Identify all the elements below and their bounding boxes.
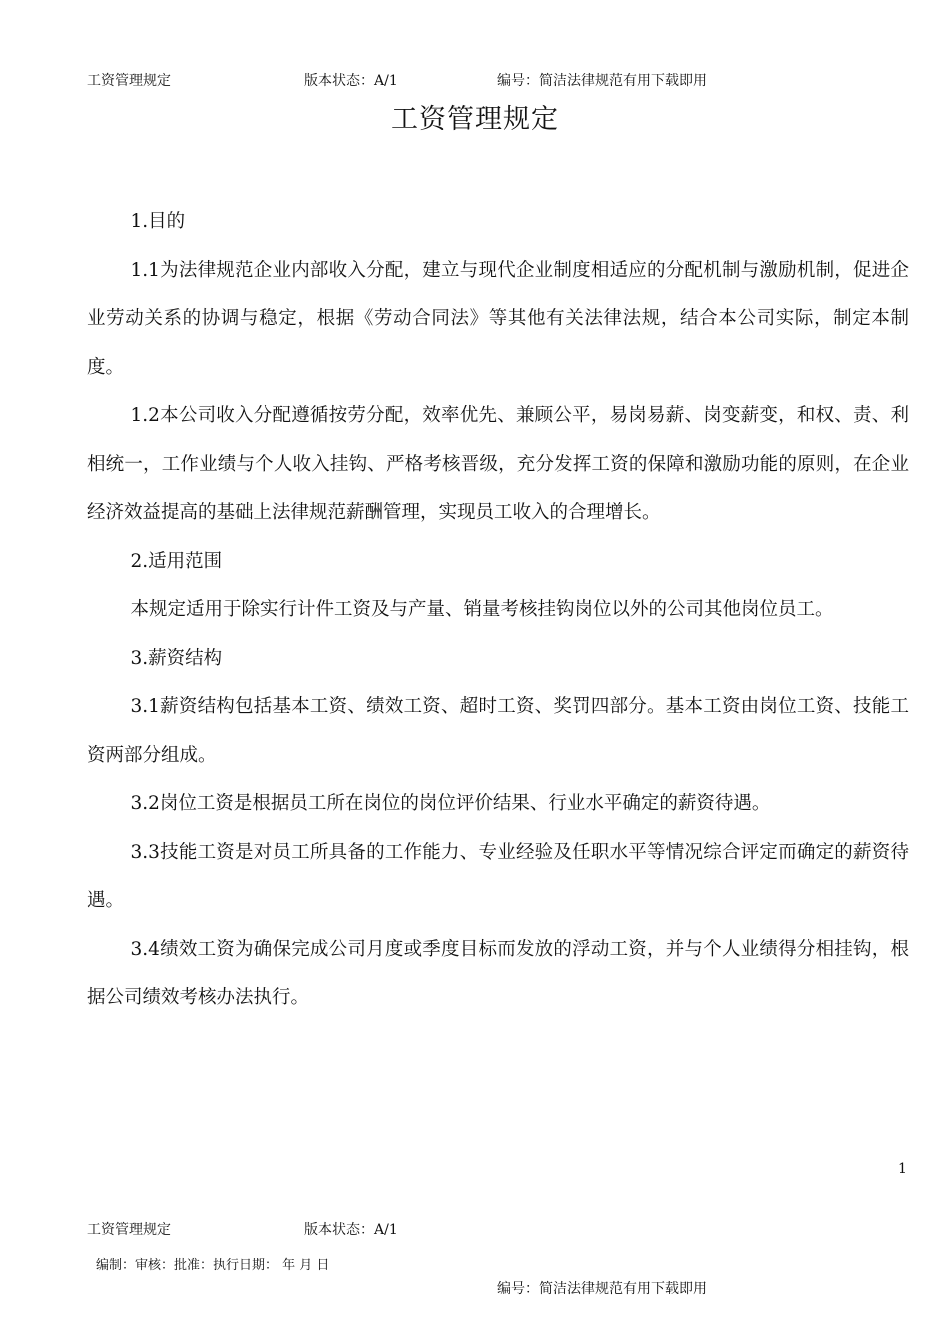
section-heading-purpose: 1.目的	[130, 211, 186, 232]
page-title: 工资管理规定	[391, 104, 559, 135]
footer-sign-line: 编制：审核：批准：执行日期： 年 月 日	[96, 1258, 330, 1273]
page-number: 1	[898, 1161, 907, 1177]
paragraph-1-1: 1.1为法律规范企业内部收入分配，建立与现代企业制度相适应的分配机制与激励机制，促进企业劳动关系的协调与稳定，根据《劳动合同法》等其他有关法律法规，结合本公司实际，制定本制度。	[87, 259, 909, 378]
paragraph-1-2: 1.2本公司收入分配遵循按劳分配，效率优先、兼顾公平，易岗易薪、岗变薪变，和权、责、利相统一，工作业绩与个人收入挂钩、严格考核晋级，充分发挥工资的保障和激励功能的原则，在企业经济效益提高的基础上法律规范薪酬管理，实现员工收入的合理增长。	[87, 405, 909, 523]
footer-doc-name: 工资管理规定	[87, 1222, 171, 1238]
paragraph-3-1: 3.1薪资结构包括基本工资、绩效工资、超时工资、奖罚四部分。基本工资由岗位工资、技能工资两部分组成。	[87, 696, 909, 766]
paragraph-3-4: 3.4绩效工资为确保完成公司月度或季度目标而发放的浮动工资，并与个人业绩得分相挂钩，根据公司绩效考核办法执行。	[87, 938, 909, 1008]
paragraph-scope: 本规定适用于除实行计件工资及与产量、销量考核挂钩岗位以外的公司其他岗位员工。	[130, 599, 834, 620]
section-heading-salary-structure: 3.薪资结构	[130, 647, 223, 669]
footer-version: 版本状态：A/1	[304, 1222, 398, 1238]
section-heading-scope: 2.适用范围	[130, 550, 223, 572]
header-version: 版本状态：A/1	[304, 73, 398, 89]
paragraph-3-3: 3.3技能工资是对员工所具备的工作能力、专业经验及任职水平等情况综合评定而确定的薪资待遇。	[87, 841, 909, 911]
header-doc-name: 工资管理规定	[87, 73, 171, 89]
paragraph-3-2: 3.2岗位工资是根据员工所在岗位的岗位评价结果、行业水平确定的薪资待遇。	[130, 793, 771, 814]
header-code: 编号：简洁法律规范有用下载即用	[497, 73, 707, 89]
footer-code: 编号：简洁法律规范有用下载即用	[497, 1281, 707, 1297]
document-body	[87, 198, 909, 1023]
